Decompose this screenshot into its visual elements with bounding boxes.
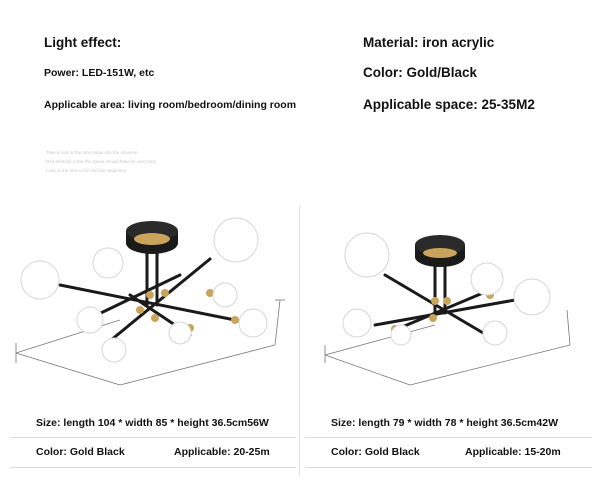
spec-material: Material: iron acrylic xyxy=(363,35,495,50)
caption-divider xyxy=(10,467,296,468)
color-caption-small: Color: Gold Black xyxy=(331,446,420,458)
chandelier-image-small xyxy=(305,205,595,405)
spec-color: Color: Gold/Black xyxy=(363,65,478,80)
spec-power: Power: LED-151W, etc xyxy=(44,67,155,79)
faint-note: Look at the time to be into the sequence xyxy=(46,168,127,173)
spec-applicable-area: Applicable area: living room/bedroom/dining room xyxy=(44,99,297,111)
color-caption-large: Color: Gold Black xyxy=(36,446,125,458)
caption-divider xyxy=(305,437,592,438)
applicable-caption-small: Applicable: 15-20m xyxy=(465,446,561,458)
caption-divider xyxy=(305,467,592,468)
caption-divider xyxy=(10,437,296,438)
spec-light-effect: Light effect: xyxy=(44,35,122,50)
spec-applicable-space: Applicable space: 25-35M2 xyxy=(363,97,535,112)
applicable-caption-large: Applicable: 20-25m xyxy=(174,446,270,458)
faint-note: Red defends a line the space should have its own story xyxy=(46,159,157,164)
size-caption-large: Size: length 104 * width 85 * height 36.5cm56W xyxy=(36,417,269,429)
size-caption-small: Size: length 79 * width 78 * height 36.5cm42W xyxy=(331,417,558,429)
product-divider xyxy=(299,205,300,477)
faint-note: Take a look at the time today into the universe xyxy=(46,150,138,155)
chandelier-image-large xyxy=(10,205,295,405)
